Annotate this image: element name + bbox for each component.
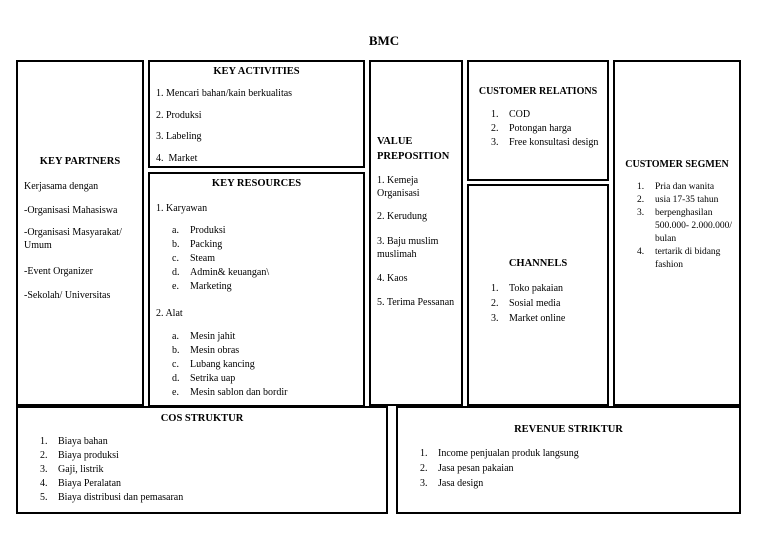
list-item: 2. usia 17-35 tahun	[637, 195, 719, 205]
key-partners-item: -Organisasi Masyarakat/ Umum	[24, 227, 122, 251]
list-item: a. Produksi	[172, 225, 226, 236]
customer-relations-box	[467, 60, 609, 181]
key-partners-item: -Organisasi Mahasiswa	[24, 205, 118, 216]
key-activities-box	[148, 60, 365, 168]
list-item: d. Admin& keuangan\	[172, 267, 270, 278]
key-activities-item: 2. Produksi	[156, 110, 202, 121]
key-resources-group-label: 2. Alat	[156, 308, 183, 319]
value-proposition-box	[369, 60, 463, 406]
list-item: 3. Free konsultasi design	[491, 137, 599, 148]
list-item: e. Marketing	[172, 281, 232, 292]
value-proposition-item: 2. Kerudung	[377, 211, 427, 222]
list-item: 5. Biaya distribusi dan pemasaran	[40, 492, 184, 503]
revenue-structure-list	[420, 446, 730, 491]
list-item: 4. Biaya Peralatan	[40, 478, 122, 489]
list-item: 2. Sosial media	[491, 298, 561, 309]
list-item: b. Packing	[172, 239, 223, 250]
value-proposition-header: VALUE PREPOSITION	[377, 136, 450, 162]
list-item: 2. Jasa pesan pakaian	[420, 463, 514, 474]
value-proposition-item: 4. Kaos	[377, 273, 408, 284]
list-item: c. Steam	[172, 253, 215, 264]
list-item: 2. Potongan harga	[491, 123, 572, 134]
list-item: d. Setrika uap	[172, 373, 236, 384]
customer-relations-list	[491, 108, 609, 150]
key-partners-item: Kerjasama dengan	[24, 181, 99, 192]
customer-segment-box	[613, 60, 741, 406]
list-item: 1. Income penjualan produk langsung	[420, 448, 579, 459]
list-item: 1. COD	[491, 109, 531, 120]
key-partners-item: -Sekolah/ Universitas	[24, 290, 111, 301]
list-item: c. Lubang kancing	[172, 359, 255, 370]
list-item: b. Mesin obras	[172, 345, 240, 356]
key-activities-item: 3. Labeling	[156, 131, 202, 142]
page-title: BMC	[368, 33, 400, 48]
revenue-structure-box	[396, 406, 741, 514]
list-item: 1. Pria dan wanita	[637, 182, 715, 192]
key-resources-header: KEY RESOURCES	[211, 178, 302, 189]
list-item: 4. tertarik di bidang fashion	[637, 247, 721, 270]
list-item: a. Mesin jahit	[172, 331, 236, 342]
key-partners-header: KEY PARTNERS	[39, 156, 121, 167]
list-item: 3. Market online	[491, 313, 566, 324]
channels-header: CHANNELS	[508, 258, 568, 269]
value-proposition-item: 1. Kemeja Organisasi	[377, 175, 420, 199]
list-item: 2. Biaya produksi	[40, 450, 119, 461]
cost-structure-list	[40, 435, 370, 505]
key-partners-item: -Event Organizer	[24, 266, 93, 277]
list-item: 3. berpenghasilan 500.000- 2.000.000/ bulan	[637, 208, 733, 244]
key-resources-box	[148, 172, 365, 407]
customer-relations-header: CUSTOMER RELATIONS	[478, 86, 598, 97]
value-proposition-item: 5. Terima Pessanan	[377, 297, 455, 308]
key-activities-item: 4. Market	[156, 153, 198, 164]
key-resources-group-label: 1. Karyawan	[156, 203, 208, 214]
customer-segment-header: CUSTOMER SEGMEN	[625, 159, 729, 170]
list-item: 1. Biaya bahan	[40, 436, 108, 447]
cost-structure-box	[16, 406, 388, 514]
list-item: 1. Toko pakaian	[491, 283, 564, 294]
channels-list	[491, 281, 609, 326]
list-item: 3. Gaji, listrik	[40, 464, 104, 475]
key-partners-box	[16, 60, 144, 406]
list-item: e. Mesin sablon dan bordir	[172, 387, 288, 398]
value-proposition-item: 3. Baju muslim muslimah	[377, 236, 439, 260]
key-resources-list	[172, 224, 362, 294]
customer-segment-list	[637, 181, 739, 272]
key-activities-header: KEY ACTIVITIES	[213, 66, 300, 77]
cost-structure-header: COS STRUKTUR	[160, 413, 244, 424]
key-activities-item: 1. Mencari bahan/kain berkualitas	[156, 88, 293, 99]
key-resources-list	[172, 330, 362, 400]
revenue-structure-header: REVENUE STRIKTUR	[514, 424, 623, 435]
channels-box	[467, 184, 609, 406]
list-item: 3. Jasa design	[420, 478, 484, 489]
